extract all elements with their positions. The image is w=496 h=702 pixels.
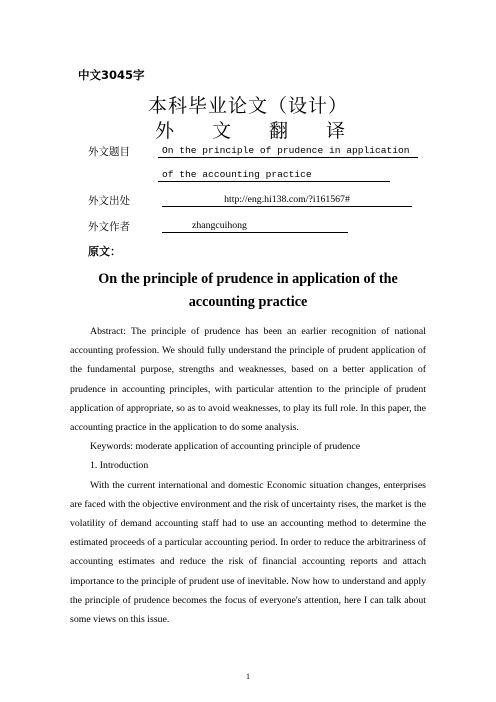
- source-value: http://eng.hi138.com/?i161567#: [162, 194, 412, 207]
- page-number: 1: [246, 672, 250, 681]
- intro-paragraph: With the current international and domestic Economic situation changes, enterprises are faced with the objective environment and the risk of uncertainty rises, the market is the volatility of demand accounting staff had to use an accounting method to determine the estimated proceeds of a particular accounting period. In order to reduce the arbitrariness of accounting estimates and reduce the risk of financial accounting reports and attach importance to the principle of prudent use of inevitable. Now how to understand and apply the principle of prudence becomes the focus of everyone's attention, here I can talk about some views on this issue.: [70, 479, 426, 626]
- foreign-title-line1: On the principle of prudence in application: [158, 145, 418, 158]
- word-count: 中文3045字: [78, 68, 145, 82]
- author-value: zhangcuihong: [162, 220, 348, 233]
- article-body: [70, 322, 426, 629]
- translation-title: 外 文 翻 译: [154, 120, 362, 142]
- foreign-title-label: 外文题目: [88, 146, 130, 158]
- article-title: On the principle of prudence in application of the accounting practice: [98, 271, 398, 310]
- foreign-title-line2: of the accounting practice: [158, 169, 390, 182]
- thesis-title: 本科毕业论文（设计）: [147, 95, 348, 117]
- original-label: 原文：: [88, 245, 121, 258]
- keywords-paragraph: Keywords: moderate application of accounting principle of prudence: [90, 441, 361, 453]
- section-heading: 1. Introduction: [90, 460, 149, 472]
- abstract-paragraph: Abstract: The principle of prudence has been an earlier recognition of national accounting profession. We should fully understand the principle of prudent application of the fundamental purpose, strengths and weaknesses, based on a better application of prudence in accounting principles, with particular attention to the principle of prudent application of appropriate, so as to avoid weaknesses, to play its full role. In this paper, the accounting practice in the application to do some analysis.: [70, 326, 426, 434]
- source-label: 外文出处: [88, 195, 130, 207]
- author-label: 外文作者: [88, 221, 130, 233]
